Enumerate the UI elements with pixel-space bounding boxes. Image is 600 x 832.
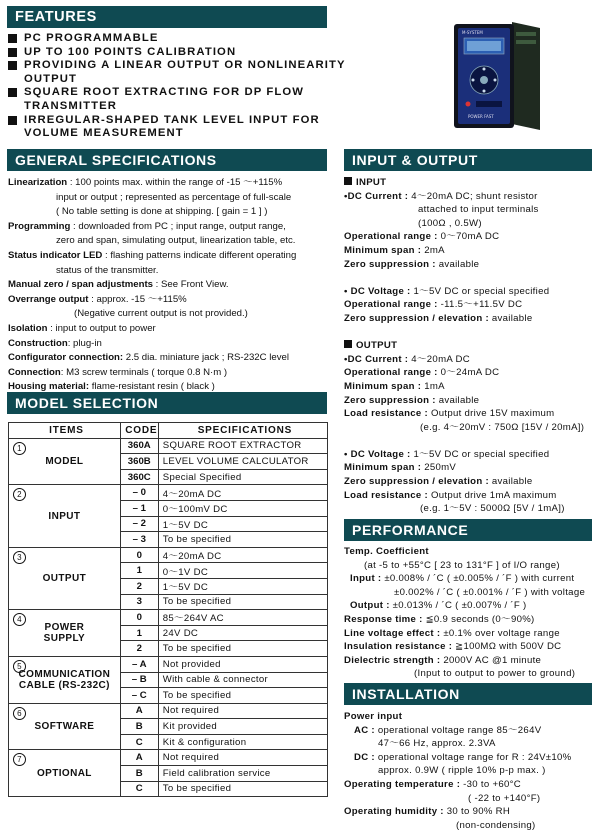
table-row: [9, 703, 328, 719]
inst-line: approx. 0.9W ( ripple 10% p-p max. ): [378, 765, 546, 777]
installation-title: INSTALLATION: [352, 686, 460, 702]
spec-cell: Kit & configuration: [158, 734, 327, 750]
col-specs: SPECIFICATIONS: [158, 423, 327, 439]
spec-line: zero and span, simulating output, linearization table, etc.: [56, 235, 296, 247]
spec-line: Programming : downloaded from PC ; input range, output range,: [8, 220, 286, 232]
feature-item: UP TO 100 POINTS CALIBRATION: [8, 46, 346, 60]
installation-header: [344, 683, 592, 705]
io-line: • DC Voltage : 1～5V DC or special specified: [344, 448, 550, 460]
spec-cell: Kit provided: [158, 719, 327, 735]
code-cell: 3: [120, 594, 158, 610]
item-name: OPTIONAL: [36, 767, 92, 779]
feature-item: PROVIDING A LINEAR OUTPUT OR NONLINEARITY: [8, 59, 346, 73]
spec-cell: LEVEL VOLUME CALCULATOR: [158, 454, 327, 470]
perf-line: (Input to output to power to ground): [414, 668, 576, 680]
code-cell: – C: [120, 688, 158, 704]
spec-cell: 4～20mA DC: [158, 485, 327, 501]
item-name: COMMUNICATION: [18, 668, 111, 680]
io-line: Zero suppression / elevation : available: [344, 476, 533, 488]
spec-cell: 24V DC: [158, 625, 327, 641]
spec-line: Manual zero / span adjustments : See Front View.: [8, 279, 229, 291]
model-header: [7, 392, 327, 414]
io-line: Minimum span : 250mV: [344, 462, 457, 474]
general-header: [7, 149, 327, 171]
spec-line: Overrange output : approx. -15 ～+115%: [8, 293, 187, 305]
io-line: • DC Voltage : 1～5V DC or special specified: [344, 285, 550, 297]
feature-item-cont: VOLUME MEASUREMENT: [24, 127, 184, 140]
perf-line: Output : ±0.013% / ´C ( ±0.007% / ´F ): [350, 600, 527, 612]
code-cell: 1: [120, 563, 158, 579]
spec-cell: To be specified: [158, 781, 327, 797]
io-title: INPUT & OUTPUT: [352, 152, 478, 168]
io-section: [344, 176, 584, 516]
output-subhead: OUTPUT: [344, 339, 584, 353]
inst-line: Operating humidity : 30 to 90% RH: [344, 806, 511, 818]
item-number-circle-icon: 1: [13, 442, 26, 455]
model-item-cell: [9, 547, 121, 609]
table-row: [9, 485, 328, 501]
bullet-square-icon: [8, 116, 17, 125]
item-name: SOFTWARE: [34, 721, 95, 733]
io-line: (e.g. 1～5V : 5000Ω [5V / 1mA]): [420, 503, 565, 515]
code-cell: 1: [120, 625, 158, 641]
spec-line: Housing material: flame-resistant resin ( black ): [8, 381, 215, 393]
code-cell: B: [120, 719, 158, 735]
spec-cell: To be specified: [158, 532, 327, 548]
inst-line: Power input: [344, 711, 403, 722]
bullet-square-icon: [344, 177, 352, 185]
input-subhead: INPUT: [344, 176, 584, 190]
spec-line: ( No table setting is done at shipping. [ gain = 1 ] ): [56, 206, 268, 218]
spec-cell: 1～5V DC: [158, 578, 327, 594]
perf-line: Dielectric strength : 2000V AC @1 minute: [344, 654, 542, 666]
feature-item-cont: OUTPUT: [24, 72, 78, 85]
spec-line: Linearization : 100 points max. within the range of -15 ～+115%: [8, 177, 283, 188]
model-item-cell: [9, 703, 121, 750]
bullet-square-icon: [8, 88, 17, 97]
io-line: Operational range : 0～24mA DC: [344, 367, 500, 379]
bullet-square-icon: [8, 48, 17, 57]
device-photo: [450, 18, 544, 138]
code-cell: 2: [120, 578, 158, 594]
model-item-cell: [9, 438, 121, 485]
spec-cell: 1～5V DC: [158, 516, 327, 532]
io-line: Load resistance : Output drive 1mA maximum: [344, 489, 557, 501]
table-row: [9, 610, 328, 626]
io-line: Zero suppression : available: [344, 394, 480, 406]
table-header-row: [9, 423, 328, 439]
code-cell: 360A: [120, 438, 158, 454]
item-number-circle-icon: 3: [13, 551, 26, 564]
spec-cell: Special Specified: [158, 469, 327, 485]
perf-line: Input : ±0.008% / ´C ( ±0.005% / ´F ) with current: [350, 573, 575, 585]
inst-line: 47～66 Hz, approx. 2.3VA: [378, 738, 496, 750]
perf-line: Response time : ≦0.9 seconds (0～90%): [344, 613, 535, 625]
performance-title: PERFORMANCE: [352, 522, 469, 538]
code-cell: – 1: [120, 500, 158, 516]
bullet-square-icon: [8, 34, 17, 43]
io-line: Zero suppression : available: [344, 258, 480, 270]
spec-line: status of the transmitter.: [56, 264, 159, 276]
inst-line: Operating temperature : -30 to +60°C: [344, 778, 521, 790]
io-line: •DC Current : 4～20mA DC: [344, 353, 470, 365]
code-cell: – 2: [120, 516, 158, 532]
io-line: attached to input terminals: [418, 204, 539, 216]
io-line: Operational range : 0～70mA DC: [344, 231, 500, 243]
code-cell: 2: [120, 641, 158, 657]
code-cell: C: [120, 734, 158, 750]
spec-cell: To be specified: [158, 688, 327, 704]
perf-line: (at -5 to +55°C [ 23 to 131°F ] of I/O range): [364, 559, 560, 571]
inst-line: AC : operational voltage range 85～264V: [354, 724, 542, 736]
code-cell: 360C: [120, 469, 158, 485]
table-row: [9, 547, 328, 563]
io-line: (100Ω , 0.5W): [418, 217, 482, 229]
perf-line: Line voltage effect : ±0.1% over voltage range: [344, 627, 560, 639]
col-items: ITEMS: [9, 423, 121, 439]
spec-cell: 0～1V DC: [158, 563, 327, 579]
io-line: Minimum span : 2mA: [344, 244, 445, 256]
io-line: Minimum span : 1mA: [344, 380, 445, 392]
spec-cell: Not required: [158, 750, 327, 766]
model-item-cell: [9, 750, 121, 797]
feature-item: SQUARE ROOT EXTRACTING FOR DP FLOW: [8, 86, 346, 100]
spec-line: Isolation : input to output to power: [8, 322, 156, 334]
spec-cell: Not provided: [158, 656, 327, 672]
item-number-circle-icon: 7: [13, 753, 26, 766]
io-line: Zero suppression / elevation : available: [344, 312, 533, 324]
spec-cell: 85～264V AC: [158, 610, 327, 626]
code-cell: – A: [120, 656, 158, 672]
item-name: OUTPUT: [42, 572, 87, 584]
table-row: [9, 656, 328, 672]
item-number-circle-icon: 6: [13, 707, 26, 720]
perf-line: Insulation resistance : ≧100MΩ with 500V DC: [344, 641, 562, 653]
bullet-square-icon: [8, 61, 17, 70]
table-row: [9, 438, 328, 454]
performance-section: [344, 545, 585, 681]
general-specs: [8, 176, 330, 395]
code-cell: – B: [120, 672, 158, 688]
spec-line: Construction: plug-in: [8, 337, 102, 349]
col-code: CODE: [120, 423, 158, 439]
device-label: POWER FAST: [468, 114, 494, 119]
code-cell: B: [120, 766, 158, 782]
item-name: SUPPLY: [43, 633, 86, 645]
item-number-circle-icon: 4: [13, 613, 26, 626]
io-line: •DC Current : 4～20mA DC; shunt resistor: [344, 190, 538, 202]
code-cell: 0: [120, 547, 158, 563]
spec-cell: 4～20mA DC: [158, 547, 327, 563]
features-title: FEATURES: [15, 9, 97, 25]
spec-line: Connection: M3 screw terminals ( torque 0.8 N·m ): [8, 366, 228, 378]
spec-cell: To be specified: [158, 641, 327, 657]
code-cell: – 3: [120, 532, 158, 548]
table-body: [9, 438, 328, 797]
model-selection-table: [8, 422, 328, 797]
item-number-circle-icon: 5: [13, 660, 26, 673]
perf-line: ±0.002% / ´C ( ±0.001% / ´F ) with voltage: [394, 586, 586, 598]
spec-cell: Not required: [158, 703, 327, 719]
feature-item-cont: TRANSMITTER: [24, 99, 118, 112]
spec-cell: Field calibration service: [158, 766, 327, 782]
io-line: Load resistance : Output drive 15V maximum: [344, 408, 555, 420]
io-line: Operational range : -11.5～+11.5V DC: [344, 299, 523, 311]
general-title: GENERAL SPECIFICATIONS: [15, 152, 217, 168]
feature-item: PC PROGRAMMABLE: [8, 32, 346, 46]
code-cell: 0: [120, 610, 158, 626]
spec-cell: SQUARE ROOT EXTRACTOR: [158, 438, 327, 454]
model-item-cell: [9, 656, 121, 703]
table-row: [9, 750, 328, 766]
inst-line: (non-condensing): [456, 819, 536, 831]
item-name: MODEL: [45, 455, 84, 467]
item-number-circle-icon: 2: [13, 488, 26, 501]
perf-line: Temp. Coefficient: [344, 546, 429, 557]
features-header: [7, 6, 327, 28]
performance-header: [344, 519, 592, 541]
item-name: CABLE (RS-232C): [18, 679, 110, 691]
inst-line: ( -22 to +140°F): [468, 792, 541, 804]
code-cell: A: [120, 703, 158, 719]
model-item-cell: [9, 485, 121, 547]
code-cell: A: [120, 750, 158, 766]
bullet-square-icon: [344, 340, 352, 348]
installation-section: [344, 710, 571, 832]
spec-cell: 0～100mV DC: [158, 500, 327, 516]
spec-line: Status indicator LED : flashing patterns indicate different operating: [8, 249, 297, 261]
spec-line: (Negative current output is not provided.): [74, 308, 248, 320]
spec-cell: With cable & connector: [158, 672, 327, 688]
io-line: (e.g. 4～20mV : 750Ω [15V / 20mA]): [420, 421, 585, 433]
feature-item: IRREGULAR-SHAPED TANK LEVEL INPUT FOR: [8, 114, 346, 128]
spec-cell: To be specified: [158, 594, 327, 610]
spec-line: input or output ; represented as percentage of full-scale: [56, 191, 292, 203]
spec-line: Configurator connection: 2.5 dia. miniature jack ; RS-232C level: [8, 352, 289, 364]
model-title: MODEL SELECTION: [15, 395, 159, 411]
code-cell: C: [120, 781, 158, 797]
model-item-cell: [9, 610, 121, 657]
code-cell: 360B: [120, 454, 158, 470]
inst-line: DC : operational voltage range for R : 24V±10%: [354, 751, 572, 763]
io-header: [344, 149, 592, 171]
device-brand: M-SYSTEM: [462, 30, 483, 35]
features-list: [8, 32, 346, 141]
item-name: INPUT: [48, 510, 81, 522]
code-cell: – 0: [120, 485, 158, 501]
item-name: POWER: [44, 622, 85, 634]
